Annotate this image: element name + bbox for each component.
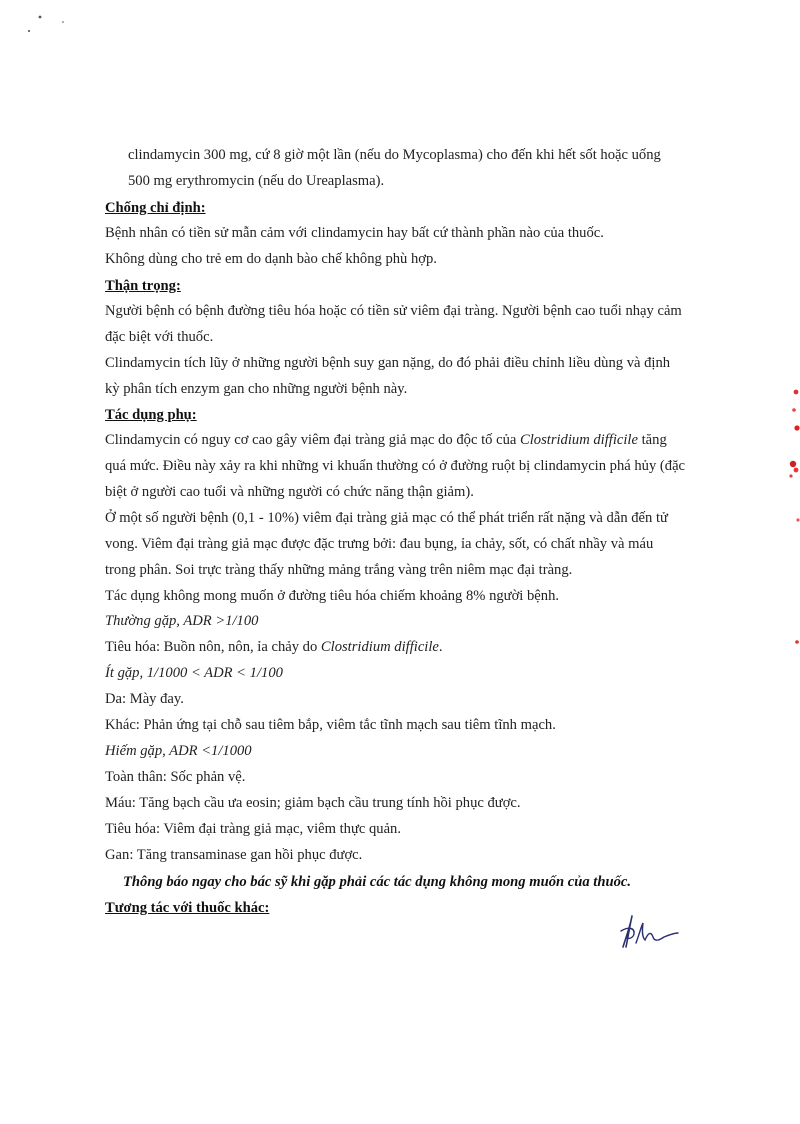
frequency-common: Thường gặp, ADR >1/100 — [105, 613, 259, 629]
side-effect-line-3: biệt ở người cao tuổi và những người có chức năng thận giảm). — [105, 484, 474, 500]
side-effect-line-2: quá mức. Điều này xảy ra khi những vi khuẩn thường có ở đường ruột bị clindamycin phá hủy (đặc — [105, 458, 686, 474]
common-digestive-post: . — [438, 639, 443, 655]
uncommon-other: Khác: Phản ứng tại chỗ sau tiêm bắp, viêm tắc tĩnh mạch sau tiêm tĩnh mạch. — [105, 717, 556, 733]
dosage-text-line-1: clindamycin 300 mg, cứ 8 giờ một lần (nếu do Mycoplasma) cho đến khi hết sốt hoặc uống — [128, 147, 661, 163]
side-effect-line-4: Ở một số người bệnh (0,1 - 10%) viêm đại tràng giả mạc có thể phát triển rất nặng và dẫn đến tử — [105, 510, 668, 526]
heading-side-effects: Tác dụng phụ: — [105, 407, 197, 423]
scan-specks — [0, 0, 90, 50]
handwritten-signature — [617, 913, 681, 953]
side-effect-line-6: trong phân. Soi trực tràng thấy những mảng trắng vàng trên niêm mạc đại tràng. — [105, 562, 573, 578]
heading-interactions: Tương tác với thuốc khác: — [105, 900, 270, 916]
organism-name-2: Clostridium difficile — [320, 639, 439, 655]
rare-blood: Máu: Tăng bạch cầu ưa eosin; giảm bạch cầu trung tính hồi phục được. — [105, 795, 521, 811]
heading-contraindications: Chống chỉ định: — [105, 200, 206, 216]
side-effect-line-1 — [105, 430, 667, 450]
precaution-line-2: đặc biệt với thuốc. — [105, 329, 214, 345]
red-stamp-edge — [760, 370, 800, 670]
contraindication-line-2: Không dùng cho trẻ em do dạnh bào chế không phù hợp. — [105, 251, 437, 267]
side-effect-line-1-post: tăng — [637, 432, 667, 448]
side-effect-line-7: Tác dụng không mong muốn ở đường tiêu hóa chiếm khoảng 8% người bệnh. — [105, 588, 560, 604]
rare-systemic: Toàn thân: Sốc phản vệ. — [105, 769, 246, 785]
precaution-line-3: Clindamycin tích lũy ở những người bệnh suy gan nặng, do đó phải điều chỉnh liều dùng và định — [105, 355, 671, 371]
rare-liver: Gan: Tăng transaminase gan hồi phục được. — [105, 847, 363, 863]
precaution-line-4: kỳ phân tích enzym gan cho những người bệnh này. — [105, 381, 408, 397]
side-effect-line-1-pre: Clindamycin có nguy cơ cao gây viêm đại tràng giả mạc do độc tố của — [105, 432, 520, 448]
uncommon-skin: Da: Mày đay. — [105, 691, 184, 707]
heading-precautions: Thận trọng: — [105, 278, 181, 294]
rare-digestive: Tiêu hóa: Viêm đại tràng giả mạc, viêm thực quản. — [105, 821, 402, 837]
frequency-uncommon: Ít gặp, 1/1000 < ADR < 1/100 — [105, 665, 283, 681]
precaution-line-1: Người bệnh có bệnh đường tiêu hóa hoặc có tiền sử viêm đại tràng. Người bệnh cao tuổi nhạy cảm — [105, 303, 682, 319]
contraindication-line-1: Bệnh nhân có tiền sử mẫn cảm với clindamycin hay bất cứ thành phần nào của thuốc. — [105, 225, 604, 241]
dosage-text-line-2: 500 mg erythromycin (nếu do Ureaplasma). — [128, 173, 385, 189]
common-digestive-pre: Tiêu hóa: Buồn nôn, nôn, ỉa chảy do — [105, 639, 321, 655]
doctor-notice: Thông báo ngay cho bác sỹ khi gặp phải các tác dụng không mong muốn của thuốc. — [123, 874, 632, 890]
organism-name: Clostridium difficile — [520, 432, 638, 448]
frequency-rare: Hiếm gặp, ADR <1/1000 — [105, 743, 252, 759]
side-effect-line-5: vong. Viêm đại tràng giả mạc được đặc trưng bởi: đau bụng, ỉa chảy, sốt, có chất nhầy và máu — [105, 536, 654, 552]
common-digestive — [105, 637, 443, 657]
